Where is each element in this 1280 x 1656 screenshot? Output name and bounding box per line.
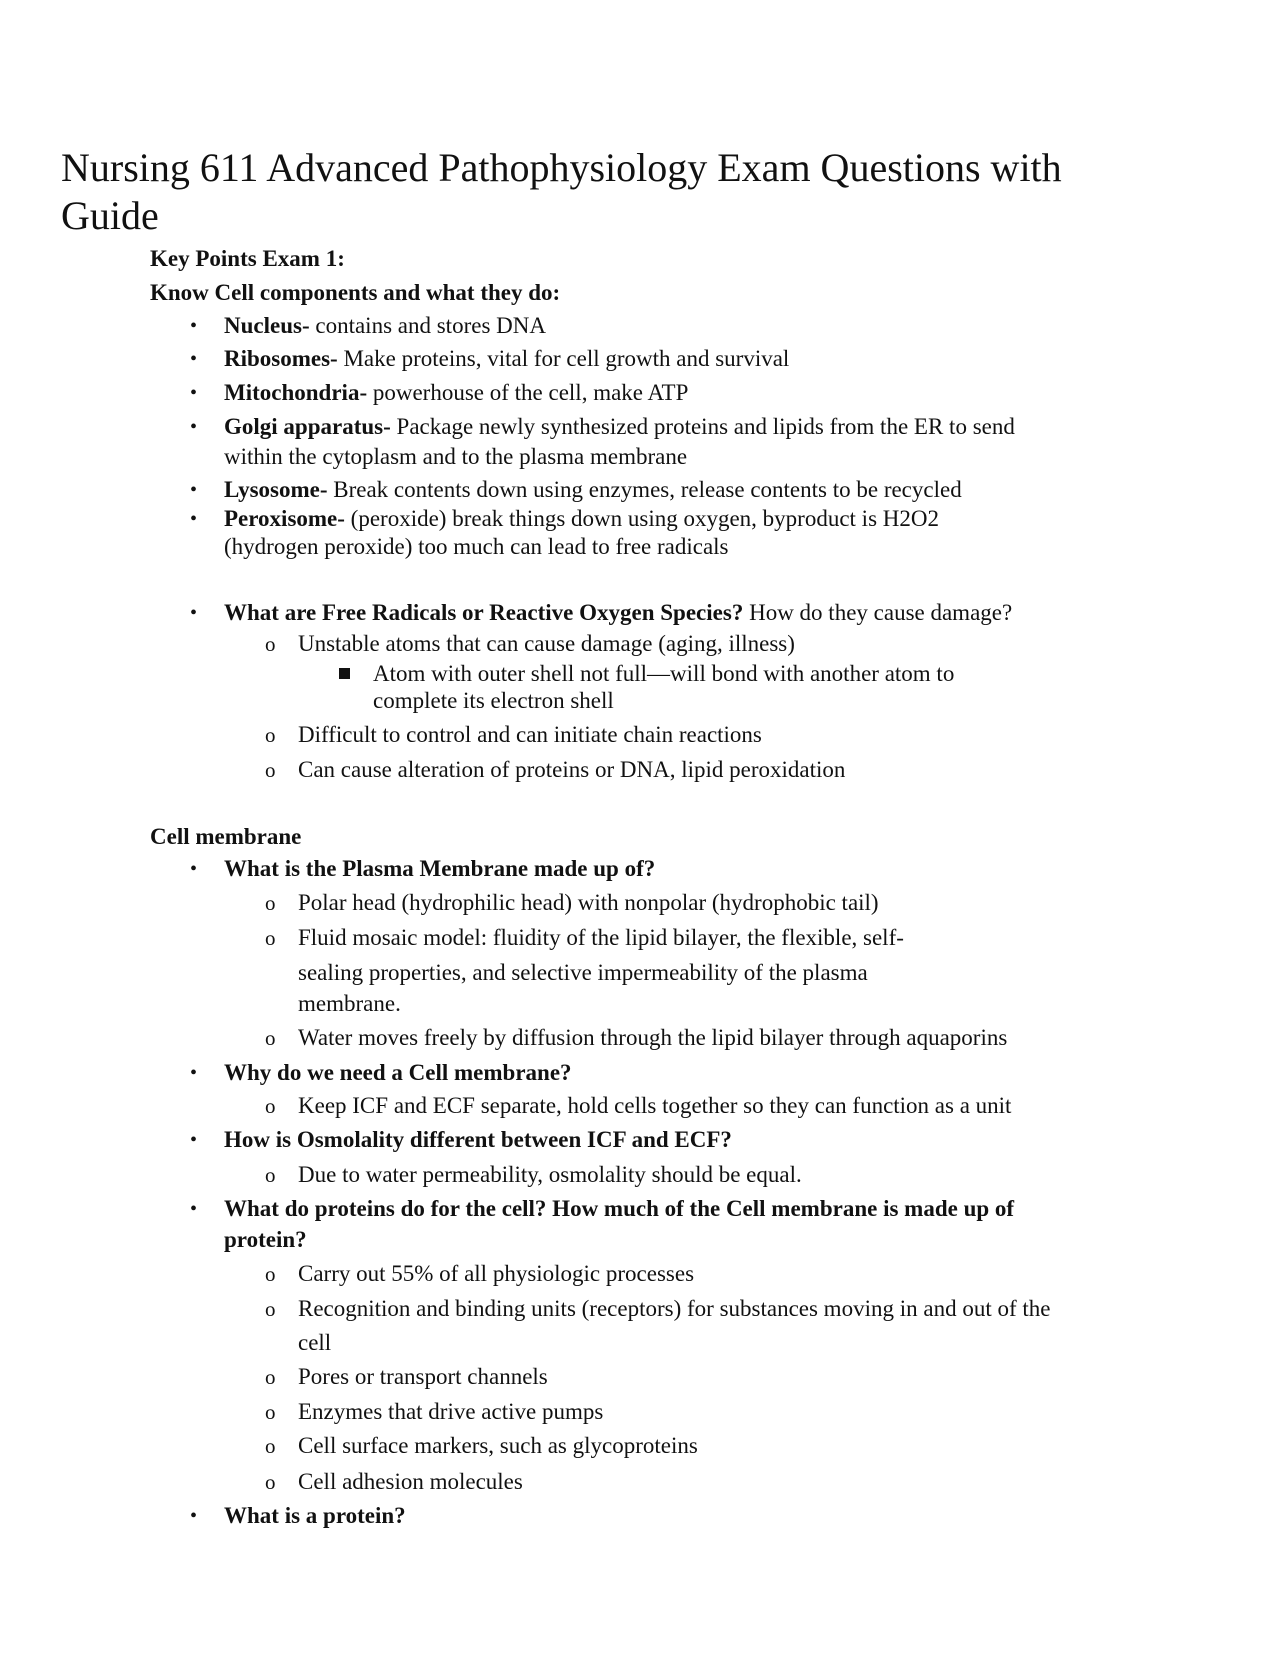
bullet-icon: • (190, 416, 198, 438)
question-what-is-protein: What is a protein? (224, 1503, 406, 1528)
sub-item: Unstable atoms that can cause damage (aging, illness) (298, 631, 795, 656)
bullet-icon: • (190, 1062, 198, 1084)
list-item-golgi-cont: within the cytoplasm and to the plasma membrane (224, 444, 688, 469)
square-bullet-icon (339, 668, 350, 679)
bullet-icon: • (190, 602, 198, 624)
sub-item-cont: membrane. (298, 991, 401, 1016)
bullet-icon: • (190, 348, 198, 370)
list-item-mitochondria: Mitochondria- powerhouse of the cell, make ATP (224, 380, 689, 405)
sub-sub-item: Atom with outer shell not full—will bond with another atom to (373, 661, 955, 686)
bullet-icon: • (190, 315, 198, 337)
circle-bullet-icon: o (265, 891, 276, 915)
bullet-icon: • (190, 858, 198, 880)
question-proteins-cont: protein? (224, 1227, 307, 1252)
question-free-radicals: What are Free Radicals or Reactive Oxygen Species? How do they cause damage? (224, 600, 1013, 625)
circle-bullet-icon: o (265, 1470, 276, 1494)
circle-bullet-icon: o (265, 1297, 276, 1321)
bullet-icon: • (190, 479, 198, 501)
sub-item-cont: cell (298, 1330, 332, 1355)
sub-item: Due to water permeability, osmolality should be equal. (298, 1162, 802, 1187)
bullet-icon: • (190, 382, 198, 404)
sub-item: Difficult to control and can initiate chain reactions (298, 722, 762, 747)
list-item-lysosome: Lysosome- Break contents down using enzymes, release contents to be recycled (224, 477, 962, 502)
list-item-peroxisome: Peroxisome- (peroxide) break things down using oxygen, byproduct is H2O2 (224, 506, 939, 531)
page-title: Nursing 611 Advanced Pathophysiology Exam Questions with (61, 145, 1062, 190)
sub-item: Carry out 55% of all physiologic processes (298, 1261, 695, 1286)
circle-bullet-icon: o (265, 632, 276, 656)
circle-bullet-icon: o (265, 1365, 276, 1389)
bullet-icon: • (190, 1198, 198, 1220)
circle-bullet-icon: o (265, 1163, 276, 1187)
bullet-icon: • (190, 1505, 198, 1527)
question-osmolality: How is Osmolality different between ICF and ECF? (224, 1127, 732, 1152)
sub-item: Polar head (hydrophilic head) with nonpolar (hydrophobic tail) (298, 890, 879, 915)
list-item-nucleus: Nucleus- contains and stores DNA (224, 313, 546, 338)
sub-item: Keep ICF and ECF separate, hold cells together so they can function as a unit (298, 1093, 1012, 1118)
circle-bullet-icon: o (265, 1400, 276, 1424)
sub-item-cont: sealing properties, and selective impermeability of the plasma (298, 960, 868, 985)
subheading-key-points: Key Points Exam 1: (150, 246, 345, 271)
sub-sub-item-cont: complete its electron shell (373, 688, 614, 713)
circle-bullet-icon: o (265, 758, 276, 782)
circle-bullet-icon: o (265, 1026, 276, 1050)
circle-bullet-icon: o (265, 723, 276, 747)
circle-bullet-icon: o (265, 1434, 276, 1458)
list-item-ribosomes: Ribosomes- Make proteins, vital for cell growth and survival (224, 346, 790, 371)
sub-item: Enzymes that drive active pumps (298, 1399, 604, 1424)
circle-bullet-icon: o (265, 926, 276, 950)
subheading-cell-components: Know Cell components and what they do: (150, 280, 561, 305)
list-item-golgi: Golgi apparatus- Package newly synthesized proteins and lipids from the ER to send (224, 414, 1015, 439)
sub-item: Water moves freely by diffusion through the lipid bilayer through aquaporins (298, 1025, 1008, 1050)
sub-item: Pores or transport channels (298, 1364, 548, 1389)
question-proteins: What do proteins do for the cell? How much of the Cell membrane is made up of (224, 1196, 1015, 1221)
circle-bullet-icon: o (265, 1262, 276, 1286)
bullet-icon: • (190, 508, 198, 530)
question-plasma-membrane: What is the Plasma Membrane made up of? (224, 856, 656, 881)
sub-item: Cell adhesion molecules (298, 1469, 523, 1494)
sub-item: Cell surface markers, such as glycoproteins (298, 1433, 698, 1458)
sub-item: Fluid mosaic model: fluidity of the lipid bilayer, the flexible, self- (298, 925, 904, 950)
circle-bullet-icon: o (265, 1094, 276, 1118)
sub-item: Recognition and binding units (receptors) for substances moving in and out of the (298, 1296, 1051, 1321)
section-heading-cell-membrane: Cell membrane (150, 824, 302, 849)
page-title-cont: Guide (61, 193, 159, 238)
bullet-icon: • (190, 1129, 198, 1151)
question-why-cell-membrane: Why do we need a Cell membrane? (224, 1060, 572, 1085)
sub-item: Can cause alteration of proteins or DNA, lipid peroxidation (298, 757, 846, 782)
list-item-peroxisome-cont: (hydrogen peroxide) too much can lead to free radicals (224, 534, 729, 559)
